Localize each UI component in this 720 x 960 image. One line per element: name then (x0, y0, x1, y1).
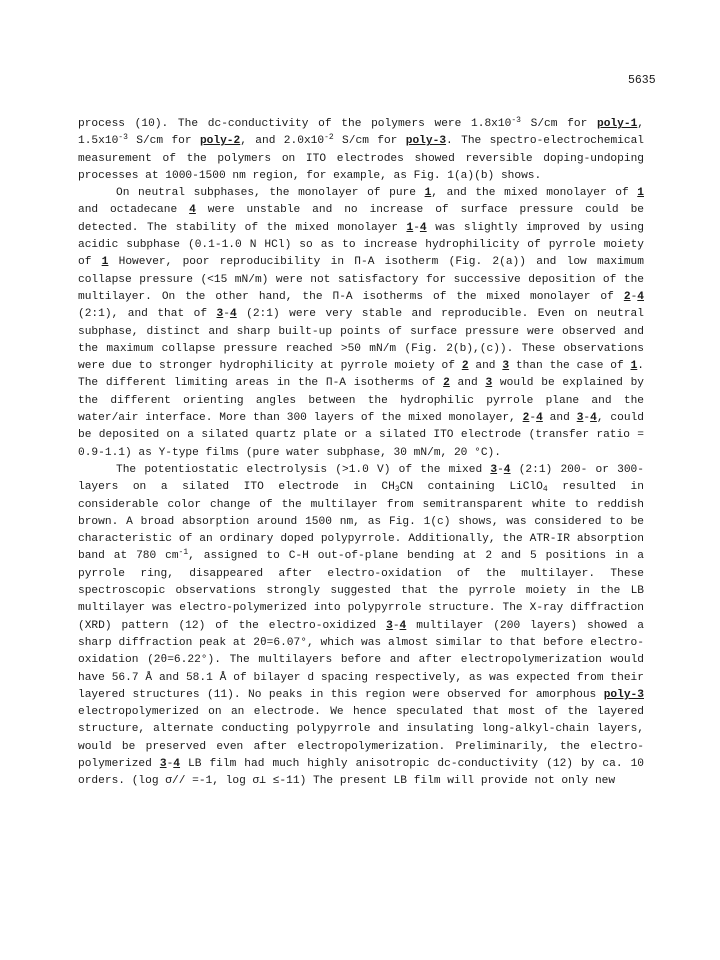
compound-ref: 3 (490, 463, 498, 476)
article-body (78, 116, 644, 791)
compound-ref: poly-1 (597, 118, 638, 130)
sup-text: -3 (511, 116, 521, 125)
compound-ref: 3 (502, 360, 510, 373)
compound-ref: 4 (536, 412, 543, 425)
text-run: . The different limiting areas in the Π-A isotherms of (78, 360, 644, 390)
text-run: S/cm for (333, 135, 406, 148)
text-run: and (542, 412, 577, 425)
text-run: , 1.5x10 (78, 118, 645, 148)
text-run: However, poor reproducibility in Π-A isotherm (Fig. 2(a)) and low maximum collapse pressure (<15 mN/m) were not satisfactory for successive deposition of the multilayer. On the other hand, the Π-A isotherms of the mixed monolayer of (78, 256, 644, 303)
compound-ref: 1 (424, 187, 432, 200)
text-run: , could be deposited on a silated quartz plate or a silated ITO electrode (transfer ratio = 0.9-1.1) as Y-type films (pure water subphase, 30 mN/m, 20 °C). (78, 412, 644, 459)
compound-ref: 2 (623, 290, 631, 303)
text-run: (2:1) 200- or 300-layers on a silated ITO electrode in CH (78, 463, 644, 494)
compound-ref: 1 (630, 360, 638, 373)
paragraph-1 (78, 116, 644, 185)
compound-ref: 1 (406, 221, 414, 234)
compound-ref: 4 (590, 412, 597, 425)
compound-ref: 4 (503, 463, 511, 476)
text-run: LB film had much highly anisotropic dc-conductivity (12) by ca. 10 orders. (log σ// =-1, log σ⊥ ≤-11) The present LB film will provide not only new (78, 757, 644, 788)
compound-ref: 4 (637, 290, 644, 303)
sub-text: 3 (394, 485, 400, 495)
page-number: 5635 (628, 74, 656, 87)
text-run: would be explained by the different orienting angles between the hydrophilic pyrrole plane and the water/air interface. More than 300 layers of the mixed monolayer, (78, 377, 644, 425)
compound-ref: 1 (637, 187, 644, 200)
text-run: - (583, 412, 591, 425)
text-run: On neutral subphases, the monolayer of pure (116, 187, 425, 200)
text-run: and octadecane (78, 204, 190, 217)
compound-ref: poly-3 (405, 135, 447, 148)
text-run: than the case of (509, 360, 631, 373)
compound-ref: 3 (576, 412, 584, 425)
text-run: (2:1) were very stable and reproducible. Even on neutral subphase, distinct and sharp built-up points of surface pressure were observed and the maximum collapse pressure reached >50 mN/m (Fig. 2(b),(c)). These observations were due to stronger hydrophilicity at pyrrole moiety of (78, 308, 644, 373)
text-run: , and 2.0x10 (240, 135, 325, 148)
text-run: multilayer (200 layers) showed a sharp diffraction peak at 2θ=6.07°, which was almost similar to that before electro-oxidation (2θ=6.22°). The multilayers before and after electropolymerization would have 56.7 Å and 58.1 Å of bilayer d spacing respectively, as was expected from their layered structures (11). No peaks in this region were observed for amorphous (78, 619, 644, 701)
text-run: - (166, 757, 174, 770)
text-run: , and the mixed monolayer of (431, 187, 638, 200)
text-run: , assigned to C-H out-of-plane bending at 2 and 5 positions in a pyrrole ring, disappeared after electro-oxidation of the multilayer. These spectroscopic observations strongly suggested that the pyrrole moiety in the LB multilayer was electro-polymerized into polypyrrole structure. The X-ray diffraction (XRD) pattern (12) of the electro-oxidized (78, 550, 645, 632)
sup-text: -2 (324, 133, 334, 143)
text-run: - (413, 221, 420, 234)
text-run: and (449, 377, 486, 390)
text-run: electropolymerized on an electrode. We hence speculated that most of the layered structure, alternate conducting polypyrrole and insulating long-alkyl-chain layers, would be preserved even after electropolymerization. Preliminarily, the electro-polymerized (78, 706, 644, 770)
sup-text: -3 (118, 133, 128, 143)
compound-ref: 4 (229, 308, 237, 321)
text-run: S/cm for (127, 135, 200, 148)
compound-ref: 2 (522, 412, 530, 425)
text-run: and (468, 360, 503, 373)
text-run: - (497, 463, 504, 476)
text-run: process (10). The dc-conductivity of the polymers were 1.8x10 (78, 118, 512, 130)
text-run: was slightly improved by using acidic subphase (0.1-1.0 N HCl) so as to increase hydrophilicity of pyrrole moiety of (78, 221, 645, 269)
text-run: S/cm for (520, 118, 597, 130)
paragraph-3 (78, 462, 644, 791)
compound-ref: 4 (189, 204, 196, 217)
text-run: - (392, 619, 400, 632)
compound-ref: 1 (101, 256, 109, 269)
text-run: The potentiostatic electrolysis (>1.0 V) of the mixed (116, 463, 491, 476)
text-run: (2:1), and that of (78, 308, 217, 321)
paragraph-2 (78, 185, 644, 462)
compound-ref: 3 (386, 619, 393, 632)
compound-ref: 4 (419, 221, 427, 234)
text-run: were unstable and no increase of surface pressure could be detected. The stability of the mixed monolayer (78, 204, 644, 234)
compound-ref: 2 (443, 377, 450, 390)
sub-text: 4 (542, 485, 548, 495)
text-run: - (223, 308, 230, 321)
compound-ref: 3 (216, 308, 224, 321)
compound-ref: 4 (399, 619, 407, 632)
compound-ref: 4 (173, 757, 181, 770)
text-run: . The spectro-electrochemical measurement of the polymers on ITO electrodes showed reversible doping-undoping processes at 1000-1500 nm region, for example, as Fig. 1(a)(b) shows. (78, 135, 645, 182)
text-run: resulted in considerable color change of the multilayer from semitransparent white to reddish brown. A broad absorption around 1500 nm, as Fig. 1(c) shows, was considered to be characteristic of an ordinary doped polypyrrole. Additionally, the ATR-IR absorption band at 780 cm (78, 481, 644, 563)
text-run: - (630, 290, 638, 303)
compound-ref: poly-3 (603, 688, 644, 701)
compound-ref: 3 (485, 377, 493, 390)
text-run: - (529, 412, 537, 425)
compound-ref: 2 (461, 360, 469, 373)
text-run: CN containing LiClO (399, 481, 543, 494)
sup-text: -1 (178, 548, 189, 558)
compound-ref: poly-2 (199, 135, 241, 148)
compound-ref: 3 (159, 757, 167, 770)
